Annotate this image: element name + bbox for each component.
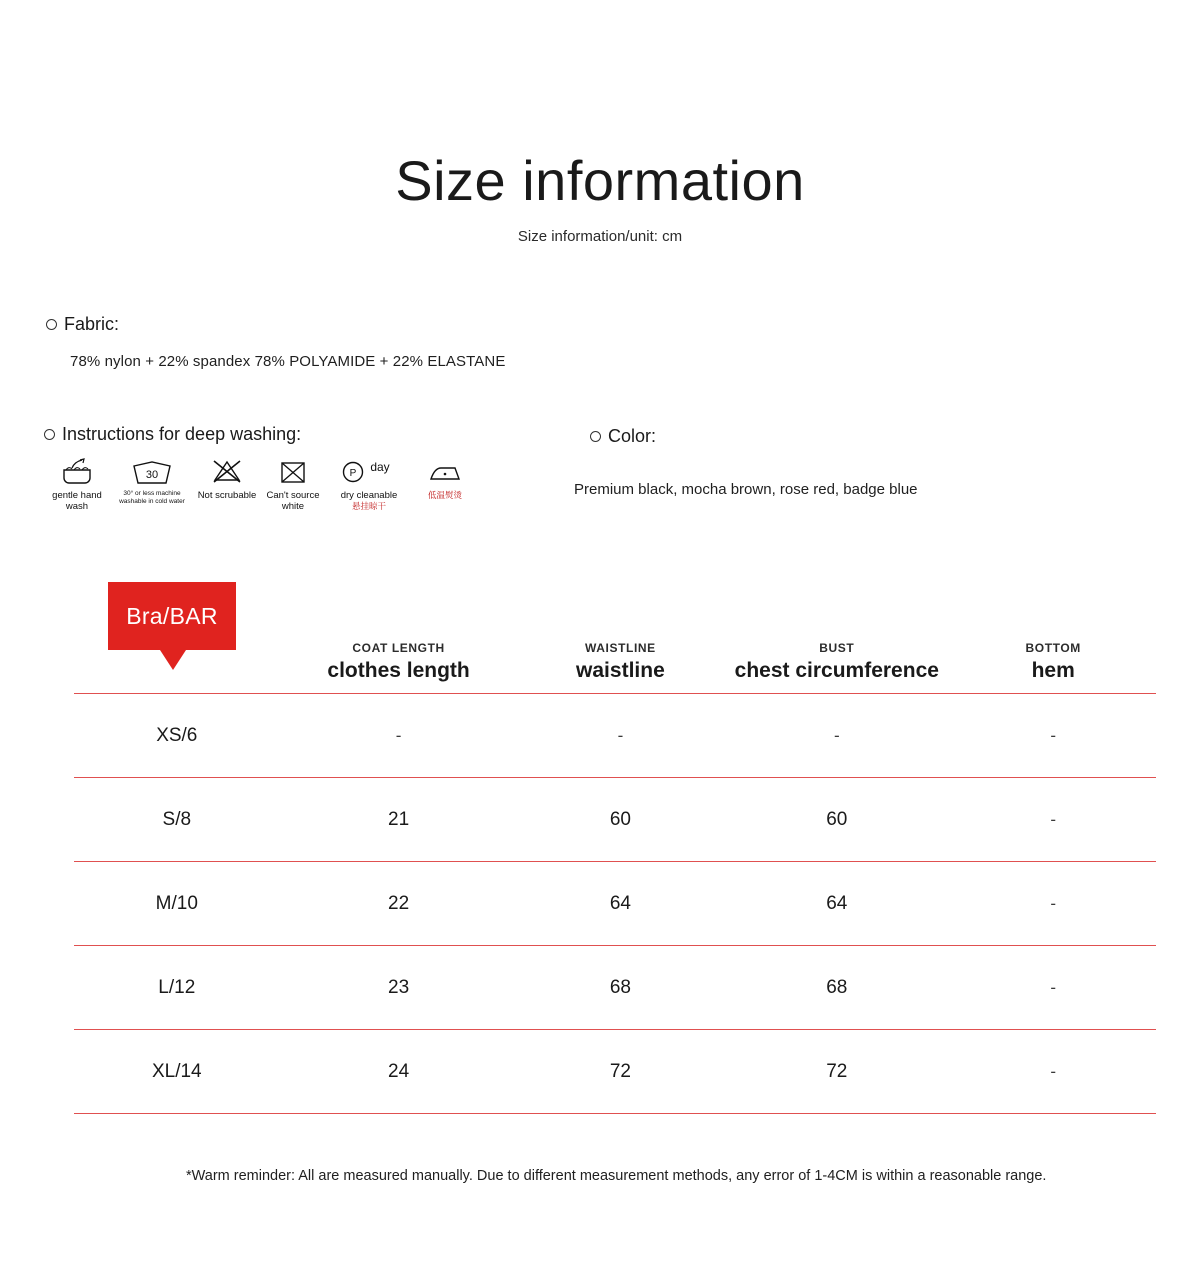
care-item-machine-wash (110, 456, 194, 506)
table-row (74, 862, 1156, 946)
fabric-heading (46, 314, 119, 335)
table-header-bust (723, 640, 950, 694)
care-label: 30° or less machine washable in cold water (119, 490, 185, 505)
column-subtitle: COAT LENGTH (352, 641, 445, 655)
circle-bullet-icon (46, 319, 57, 330)
table-header-row (74, 640, 1156, 694)
table-header-waistline (518, 640, 724, 694)
washing-heading (44, 424, 301, 445)
svg-text:P: P (349, 468, 357, 479)
cell-hem: - (950, 694, 1156, 778)
column-subtitle: BOTTOM (1025, 641, 1081, 655)
fabric-heading-label: Fabric: (64, 314, 120, 334)
cell-coat-length: 24 (280, 1030, 518, 1114)
care-label-cn: 低温熨烫 (427, 490, 462, 500)
size-table (74, 640, 1156, 1114)
cell-bust: 68 (723, 946, 950, 1030)
cell-bust: 60 (723, 778, 950, 862)
machine-wash-30-icon (110, 456, 194, 490)
table-row (74, 1030, 1156, 1114)
care-item-no-bleach (194, 456, 260, 501)
care-label: dry cleanable (340, 490, 398, 501)
cell-bust: 64 (723, 862, 950, 946)
cell-waistline: 68 (518, 946, 724, 1030)
care-label: gentle hand wash (52, 490, 102, 512)
care-label: Not scrubable (197, 490, 257, 501)
cell-size: XL/14 (74, 1030, 280, 1114)
cell-waistline: 64 (518, 862, 724, 946)
table-row (74, 778, 1156, 862)
column-title: hem (1031, 659, 1075, 682)
cell-coat-length: 21 (280, 778, 518, 862)
cell-coat-length: 22 (280, 862, 518, 946)
cell-size: L/12 (74, 946, 280, 1030)
care-item-hand-wash (44, 456, 110, 512)
circle-bullet-icon (590, 431, 601, 442)
cell-hem: - (950, 862, 1156, 946)
cell-coat-length: - (280, 694, 518, 778)
table-header-coat-length (280, 640, 518, 694)
column-title: clothes length (327, 659, 470, 682)
column-title: waistline (576, 659, 665, 682)
care-label-cn: 悬挂晾干 (351, 501, 386, 511)
warm-reminder-text: *Warm reminder: All are measured manually. Due to different measurement methods, any error of 1-4CM is within a reasonable range. (186, 1168, 1047, 1184)
color-options-text: Premium black, mocha brown, rose red, badge blue (574, 481, 918, 498)
washing-heading-label: Instructions for deep washing: (62, 424, 302, 444)
color-heading (590, 426, 656, 447)
care-label: Can't source white (266, 490, 320, 512)
table-header-hem (950, 640, 1156, 694)
no-bleach-icon (194, 456, 260, 490)
circle-bullet-icon (44, 429, 55, 440)
cell-hem: - (950, 946, 1156, 1030)
cell-bust: 72 (723, 1030, 950, 1114)
column-subtitle: BUST (819, 641, 855, 655)
page-subtitle: Size information/unit: cm (517, 228, 683, 245)
svg-text:30: 30 (145, 469, 159, 481)
cell-size: S/8 (74, 778, 280, 862)
hand-wash-icon (44, 456, 110, 490)
cell-size: M/10 (74, 862, 280, 946)
svg-text:day: day (370, 460, 390, 474)
cell-coat-length: 23 (280, 946, 518, 1030)
color-heading-label: Color: (608, 426, 657, 446)
cell-bust: - (723, 694, 950, 778)
cell-waistline: 72 (518, 1030, 724, 1114)
cell-hem: - (950, 1030, 1156, 1114)
cell-waistline: 60 (518, 778, 724, 862)
fabric-composition-text: 78% nylon + 22% spandex 78% POLYAMIDE + 22% ELASTANE (70, 353, 506, 370)
bra-badge-label: Bra/BAR (126, 602, 218, 629)
dry-clean-icon (326, 456, 412, 490)
care-item-dry-clean (326, 456, 412, 512)
column-title: chest circumference (734, 659, 939, 682)
table-row (74, 694, 1156, 778)
page-title: Size information (395, 149, 805, 212)
column-subtitle: WAISTLINE (585, 641, 656, 655)
table-row (74, 946, 1156, 1030)
care-item-low-iron (412, 456, 478, 501)
table-header-size (74, 640, 280, 694)
low-iron-icon (412, 456, 478, 490)
cell-size: XS/6 (74, 694, 280, 778)
cell-waistline: - (518, 694, 724, 778)
care-symbols-row (44, 456, 564, 512)
no-tumble-dry-icon (260, 456, 326, 490)
cell-hem: - (950, 778, 1156, 862)
care-item-no-tumble-dry (260, 456, 326, 512)
